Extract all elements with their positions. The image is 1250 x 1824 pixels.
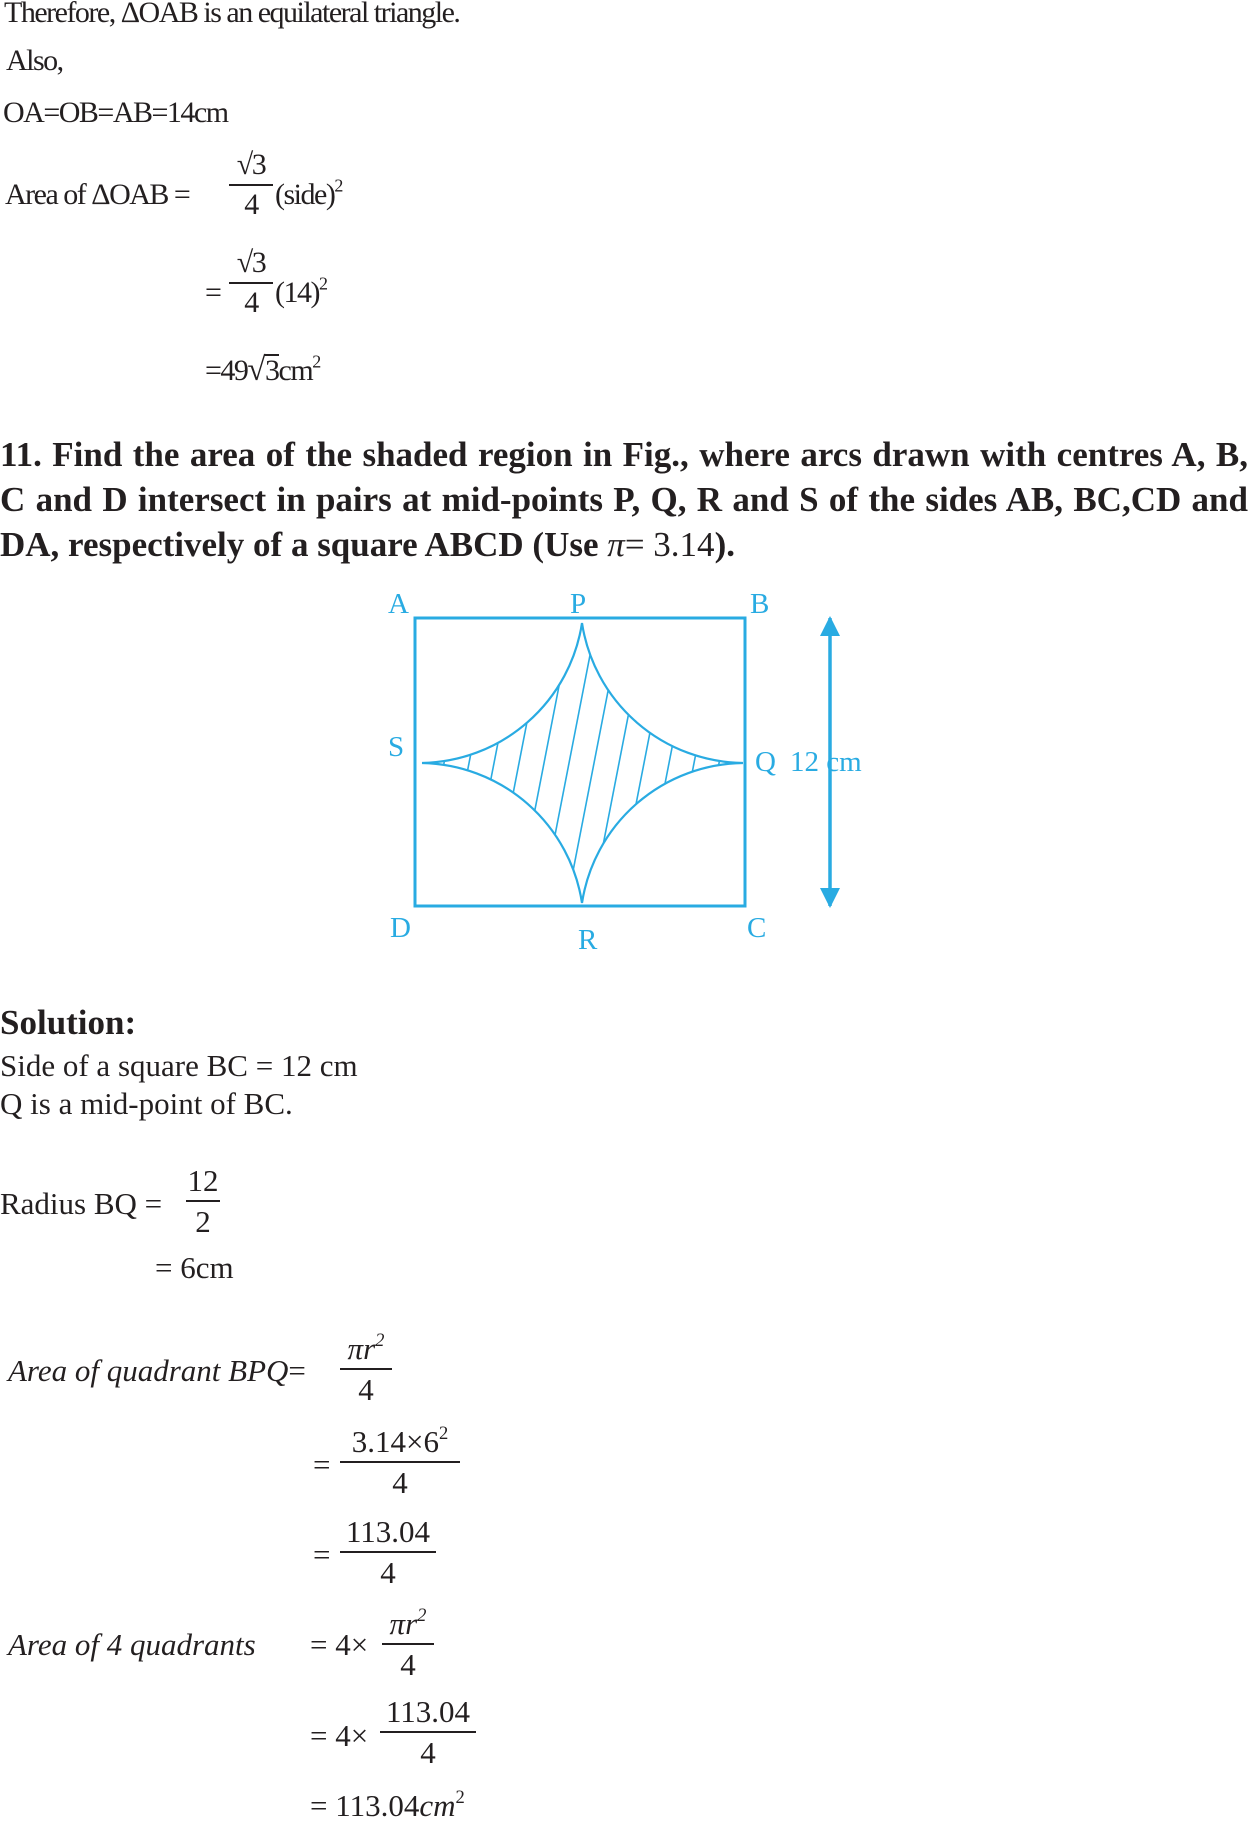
quadrant-label-text: Area of quadrant BPQ bbox=[8, 1353, 289, 1388]
pi-r-text-2: πr bbox=[389, 1606, 418, 1641]
denominator-q4: 4 bbox=[400, 1647, 416, 1682]
also-line: Also, bbox=[6, 44, 63, 77]
sides-line: OA=OB=AB=14cm bbox=[3, 96, 228, 129]
question-11 bbox=[0, 432, 1248, 567]
exponent-3: 2 bbox=[312, 351, 320, 372]
value-fraction-1 bbox=[340, 1422, 460, 1500]
numerator-113-2: 113.04 bbox=[385, 1694, 471, 1729]
square-abcd bbox=[415, 618, 745, 906]
sqrt3-numerator-2: √3 bbox=[236, 246, 266, 279]
exponent: 2 bbox=[334, 175, 342, 196]
four-times-2: = 4× bbox=[310, 1718, 369, 1753]
equals-sign-3: = bbox=[313, 1537, 331, 1572]
triangle-area-label: Area of ΔOAB = bbox=[5, 178, 190, 211]
radical-sign: √ bbox=[247, 352, 265, 388]
final-result bbox=[310, 1788, 465, 1824]
num-314-text: 3.14×6 bbox=[351, 1424, 439, 1459]
radius-numerator: 12 bbox=[187, 1163, 219, 1198]
label-p: P bbox=[570, 588, 587, 620]
sqrt3-over-4-fraction-2 bbox=[229, 248, 273, 318]
question-number: 11. bbox=[0, 435, 42, 474]
equals-sign-q: = bbox=[288, 1353, 306, 1388]
denominator-q2: 4 bbox=[392, 1465, 408, 1500]
result-coefficient: =49 bbox=[205, 354, 248, 387]
final-unit: cm bbox=[419, 1788, 456, 1823]
exponent-2: 2 bbox=[318, 273, 327, 294]
triangle-area-result bbox=[205, 352, 320, 389]
solution-heading: Solution: bbox=[0, 1003, 137, 1042]
pi-r-numerator-2 bbox=[382, 1604, 434, 1641]
four-quadrants-label: Area of 4 quadrants bbox=[8, 1627, 256, 1662]
radius-fraction bbox=[186, 1165, 220, 1237]
sqrt3-over-4-fraction bbox=[229, 150, 273, 220]
denominator-q3: 4 bbox=[380, 1555, 396, 1590]
radicand: 3 bbox=[265, 354, 279, 387]
shaded-hatching bbox=[385, 578, 805, 938]
pi-r-numerator bbox=[340, 1329, 392, 1366]
four-denominator-2: 4 bbox=[244, 286, 258, 319]
numerator-314 bbox=[340, 1422, 460, 1459]
exponent-q1: 2 bbox=[375, 1329, 385, 1351]
radius-denominator: 2 bbox=[195, 1204, 211, 1239]
four-denominator: 4 bbox=[244, 188, 258, 221]
radius-result: = 6cm bbox=[155, 1250, 234, 1285]
pi-r-text: πr bbox=[347, 1331, 376, 1366]
equals-sign-2: = bbox=[313, 1447, 331, 1482]
denominator-q5: 4 bbox=[420, 1735, 436, 1770]
arc-star-outline bbox=[422, 623, 743, 903]
question-close: ). bbox=[714, 525, 735, 564]
four-times-1: = 4× bbox=[310, 1627, 369, 1662]
label-a: A bbox=[388, 588, 409, 620]
pi-symbol: π bbox=[607, 525, 625, 564]
label-c: C bbox=[747, 912, 767, 944]
value-fraction-2 bbox=[340, 1516, 436, 1588]
sqrt3-numerator: √3 bbox=[236, 148, 266, 181]
exponent-final: 2 bbox=[455, 1786, 465, 1808]
side-line: Side of a square BC = 12 cm bbox=[0, 1048, 358, 1083]
square-figure bbox=[370, 578, 890, 958]
denominator-q1: 4 bbox=[358, 1372, 374, 1407]
final-value: = 113.04 bbox=[310, 1788, 420, 1823]
label-b: B bbox=[750, 588, 770, 620]
pi-r-squared-fraction-2 bbox=[382, 1604, 434, 1682]
label-q: Q bbox=[755, 746, 776, 778]
exponent-q3: 2 bbox=[417, 1604, 427, 1626]
label-d: D bbox=[390, 912, 411, 944]
pi-value: = 3.14 bbox=[624, 525, 715, 564]
quadrant-area-label bbox=[8, 1353, 306, 1389]
midpoint-line: Q is a mid-point of BC. bbox=[0, 1086, 293, 1121]
arrow-up-icon bbox=[820, 616, 840, 636]
therefore-line: Therefore, ΔOAB is an equilateral triangle. bbox=[4, 0, 460, 29]
label-r: R bbox=[578, 924, 598, 956]
question-text: Find the area of the shaded region in Fig., where arcs drawn with centres A, B, C and D intersect in pairs at mid-points P, Q, R and S of the sides AB, BC,CD and DA, respectively of a square ABCD (Use bbox=[0, 435, 1248, 564]
side-term: (side) bbox=[275, 178, 335, 211]
fourteen-squared-term bbox=[275, 273, 327, 310]
result-unit: cm bbox=[278, 354, 313, 387]
fourteen-term: (14) bbox=[275, 276, 319, 309]
side-squared-term bbox=[275, 175, 342, 212]
arrow-down-icon bbox=[820, 888, 840, 908]
radius-label: Radius BQ = bbox=[0, 1186, 163, 1221]
dimension-label: 12 cm bbox=[790, 746, 862, 778]
pi-r-squared-fraction bbox=[340, 1329, 392, 1407]
exponent-q2: 2 bbox=[438, 1422, 449, 1444]
value-fraction-3 bbox=[380, 1696, 476, 1768]
numerator-113: 113.04 bbox=[345, 1514, 431, 1549]
equals-sign: = bbox=[205, 276, 221, 309]
label-s: S bbox=[388, 731, 405, 763]
